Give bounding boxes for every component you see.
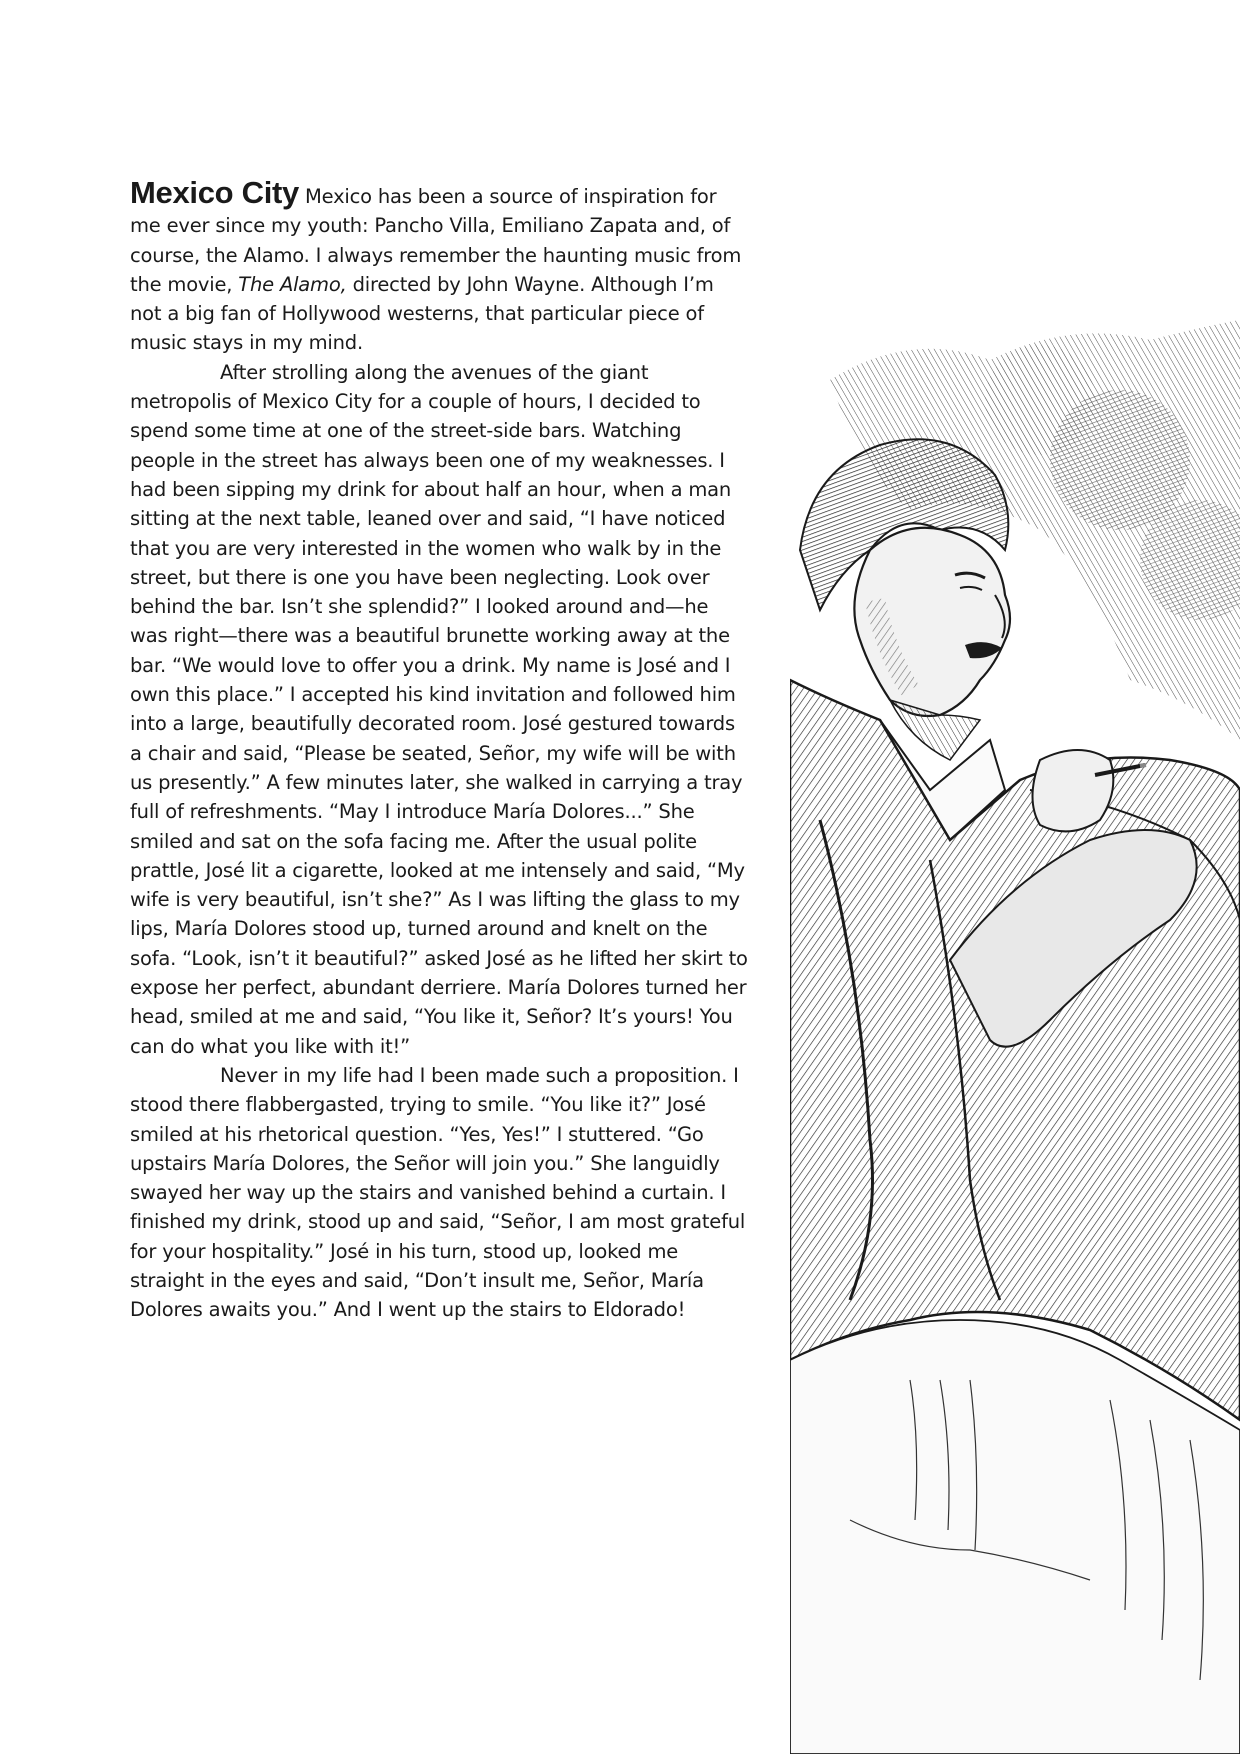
jacket (790, 680, 1240, 1420)
paragraph-2: After strolling along the avenues of the giant metropolis of Mexico City for a couple of hours, I decided to spend some time at one of the street-side bars. Watching people in the street has always been one of my weaknesses. I had been sipping my drink for about half an hour, when a man sitting at the next table, leaned over and said, “I have noticed that you are very interested in the women who walk by in the street, but there is one you have been neglecting. Look over behind the bar. Isn’t she splendid?” I looked around and—he was right—there was a beautiful brunette working away at the bar. “We would love to offer you a drink. My name is José and I own this place.” I accepted his kind invitation and followed him into a large, beautifully decorated room. José gestured towards a chair and said, “Please be seated, Señor, my wife will be with us presently.” A few minutes later, she walked in carrying a tray full of refreshments. “May I introduce María Dolores...” She smiled and sat on the sofa facing me. After the usual polite prattle, José lit a cigarette, looked at me intensely and said, “My wife is very beautiful, isn’t she?” As I was lifting the glass to my lips, María Dolores stood up, turned around and knelt on the sofa. “Look, isn’t it beautiful?” asked José as he lifted her skirt to expose her perfect, abundant derriere. María Dolores turned her head, smiled at me and said, “You like it, Señor? It’s yours! You can do what you like with it!” (130, 360, 748, 1058)
paragraph-1-rest: directed by John Wayne. Although I’m not a big fan of Hollywood westerns, that particular piece of music stays in my mind. (130, 272, 714, 355)
movie-title: The Alamo, (238, 272, 347, 296)
drapery (790, 1320, 1240, 1754)
hand (1033, 750, 1114, 831)
article-heading: Mexico City (130, 175, 299, 210)
paragraph-1-intro: Mexico has been a source of inspiration for me ever since my youth: Pancho Villa, Emiliano Zapata and, of course, the Alamo. I always remember the haunting music from the movie, (130, 185, 742, 296)
article-text (130, 175, 750, 1325)
paragraph-3: Never in my life had I been made such a proposition. I stood there flabbergasted, trying to smile. “You like it?” José smiled at his rhetorical question. “Yes, Yes!” I stuttered. “Go upstairs María Dolores, the Señor will join you.” She languidly swayed her way up the stairs and vanished behind a curtain. I finished my drink, stood up and said, “Señor, I am most grateful for your hospitality.” José in his turn, stood up, looked me straight in the eyes and said, “Don’t insult me, Señor, María Dolores awaits you.” And I went up the stairs to Eldorado! (130, 1063, 746, 1322)
paragraph-1 (130, 175, 750, 358)
sketch-illustration (790, 320, 1240, 1754)
